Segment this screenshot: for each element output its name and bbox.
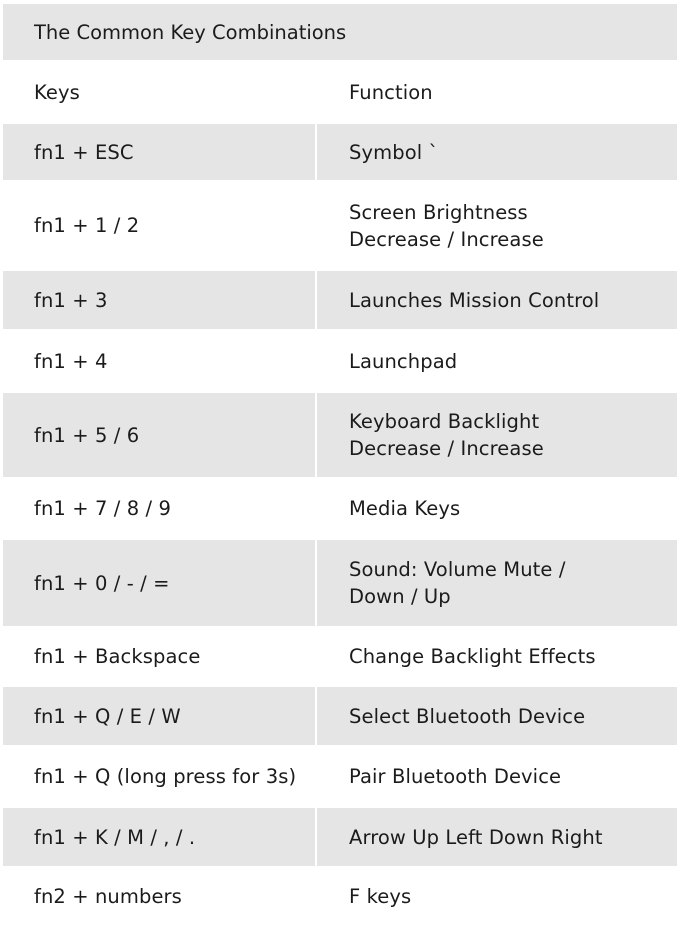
table-row [3,124,677,180]
key-combinations-table [3,4,677,925]
function-line: Keyboard Backlight [349,410,540,433]
function-cell [317,393,677,477]
table-row [3,479,677,538]
keys-cell: fn1 + Backspace [3,628,315,685]
keys-cell: fn1 + 3 [3,271,315,329]
table-title: The Common Key Combinations [3,4,677,60]
keys-cell: fn1 + 7 / 8 / 9 [3,479,315,538]
keys-cell: fn1 + K / M / , / . [3,808,315,866]
function-cell: Launches Mission Control [317,271,677,329]
function-cell: F keys [317,868,677,925]
function-cell [317,540,677,626]
keys-cell: fn1 + 0 / - / = [3,540,315,626]
function-cell: Select Bluetooth Device [317,687,677,745]
function-cell: Change Backlight Effects [317,628,677,685]
function-line: Decrease / Increase [349,437,544,460]
table-row [3,393,677,477]
table-row [3,687,677,745]
keys-cell: fn1 + 5 / 6 [3,393,315,477]
function-cell: Launchpad [317,331,677,391]
function-cell [317,182,677,269]
table-row [3,182,677,269]
function-cell: Media Keys [317,479,677,538]
table-row [3,628,677,685]
function-line: Decrease / Increase [349,227,544,251]
keys-cell: fn1 + 4 [3,331,315,391]
keys-cell: fn1 + ESC [3,124,315,180]
keys-cell: fn1 + Q (long press for 3s) [3,747,315,806]
function-cell: Symbol ` [317,124,677,180]
table-row [3,271,677,329]
function-cell: Pair Bluetooth Device [317,747,677,806]
keys-cell: fn2 + numbers [3,868,315,925]
function-cell: Arrow Up Left Down Right [317,808,677,866]
table-row [3,868,677,925]
table-row [3,331,677,391]
keys-column-header: Keys [3,62,315,123]
function-line: Screen Brightness [349,200,528,224]
header-row [3,62,677,123]
table-row [3,808,677,866]
function-line: Sound: Volume Mute / [349,558,566,581]
keys-cell: fn1 + Q / E / W [3,687,315,745]
function-line: Down / Up [349,585,451,608]
table-row [3,540,677,626]
keys-cell: fn1 + 1 / 2 [3,182,315,269]
table-row [3,747,677,806]
function-column-header: Function [317,62,677,123]
